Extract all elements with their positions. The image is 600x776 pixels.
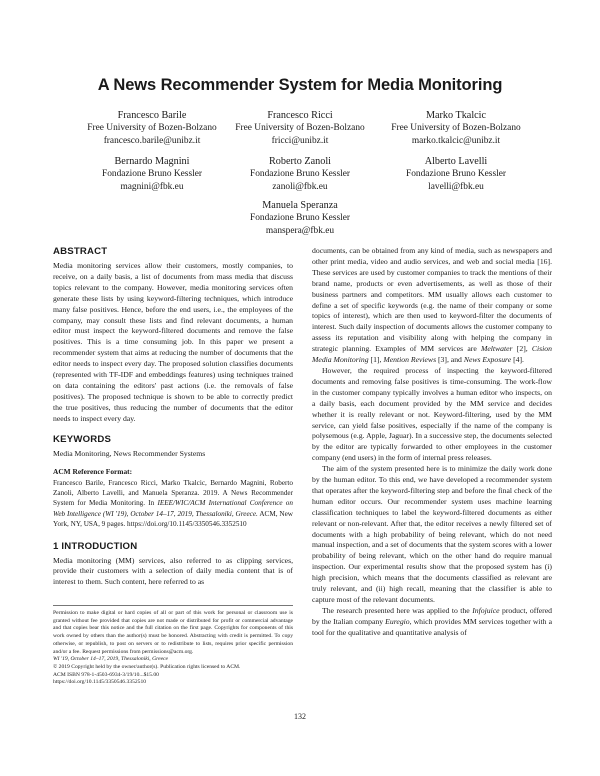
citation: [2], <box>512 344 532 354</box>
intro-paragraph: However, the required process of inspecting the keyword-filtered documents and removing false positives is time-consuming. The work-flow in the customer company typically involves a human editor who inspects, on a daily basis, each document provided by the MM service and decides whether it is really relevant or not. Keyword-filtering, used by the MM service, can yield false positives, especially if the name of the company is polysemous (e.g. Apple, Jaguar). In a successive step, the documents selected by the editor are typically forwarded to other employees in the customer company (end users) in the form of internal press releases. <box>312 365 552 463</box>
author-name: Roberto Zanoli <box>269 156 331 167</box>
author-name: Francesco Barile <box>117 110 187 121</box>
paragraph-text: product, offered by the Italian company <box>312 605 552 626</box>
author-email: zanoli@fbk.eu <box>272 181 328 192</box>
reference-text: Francesco Barile, Francesco Ricci, Marko Tkalcic, Bernardo Magnini, Roberto Zanoli, Alberto Lavelli, and Manuela Speranza. 2019. A News Recommender System for Media Monitoring. In <box>53 478 293 508</box>
permission-notice: Permission to make digital or hard copies of all or part of this work for personal or classroom use is granted without fee provided that copies are not made or distributed for profit or commercial advantage and that copies bear this notice and the full citation on the first page. Copyrights for components of this work owned by others than the author(s) must be honored. Abstracting with credit is permitted. To copy otherwise, or republish, to post on servers or to redistribute to lists, requires prior specific permission and/or a fee. Request permissions from permissions@acm.org. <box>53 610 293 655</box>
isbn-line: ACM ISBN 978-1-4503-6934-3/19/10...$15.00 <box>53 671 159 678</box>
author-email: manspera@fbk.eu <box>265 225 335 236</box>
author-email: marko.tkalcic@unibz.it <box>411 135 501 146</box>
page-number: 132 <box>294 712 306 721</box>
author-affiliation: Fondazione Bruno Kessler <box>250 213 350 224</box>
acm-reference-heading: ACM Reference Format: <box>53 466 133 476</box>
introduction-heading: 1 INTRODUCTION <box>53 540 138 552</box>
abstract-text: Media monitoring services allow their customers, mostly companies, to receive, on a daily basis, a list of documents from mass media that discuss topics relevant to the company. However, media monitoring services often generate these lists by using keyword-filtering techniques, which introduce many false positives. Hence, before the end users, i.e., the employees of the company, may consult these lists and find relevant documents, a human editor must inspect the keyword-filtered documents and remove the false positives. This is a time consuming job. In this paper we present a recommender system that aims at reducing the number of documents that the editor needs to inspect every day. The proposed solution classifies documents (represented with TF-IDF and embeddings features) using techniques trained on data containing the editors' past actions (i.e. the removals of false positives). The proposed technique is shown to be able to correctly predict the true positives, thus reducing the number of documents that the editor needs to inspect every day. <box>53 261 293 423</box>
conference-name: WI '19, October 14–17, 2019, Thessaloniki, Greece <box>53 656 169 663</box>
doi-line: https://doi.org/10.1145/3350546.3352510 <box>53 679 147 686</box>
right-column <box>312 246 552 639</box>
author-name: Alberto Lavelli <box>424 156 488 167</box>
paragraph-text: documents, can be obtained from any kind of media, such as newspapers and other print media, video and audio services, and web and social media [16]. These services are used by customer companies to track the mentions of their brand name, products or even advertisements, as well as those of their business partners and competitors. MM usually allows each customer to define a set of specific keywords (e.g. the name of their company or some topics of interest), which are then used to keyword-filter the documents of interest. Such daily inspection of documents allows the customer company to assess its reputation and visibility along with helping the company in strategic planning. Examples of MM services are <box>312 246 552 354</box>
copyright-line: © 2019 Copyright held by the owner/author(s). Publication rights licensed to ACM. <box>53 663 241 670</box>
author-email: magnini@fbk.eu <box>120 181 184 192</box>
paragraph-text: , which provides MM services together with a tool for the qualitative and quantitative analysis of <box>312 616 552 637</box>
author-block <box>356 110 556 147</box>
intro-paragraph: The aim of the system presented here is to minimize the daily work done by the human editor. To this end, we have developed a recommender system that operates after the keyword-filtering step and before the final check of the human editor occurs. Our recommender system uses machine learning classification techniques to label the keyword-filtered documents as either relevant or non-relevant. After that, the editor receives a newly filtered set of documents with a high probability of being relevant, which do not need manual inspection, and a set of documents that the system scores with a lower probability of being relevant, which on the other hand do require manual inspection. Our experimental results show that the proposed system has (i) high precision, which means that the documents classified as relevant are truly relevant, and (ii) high recall, meaning that the classifier is able to capture most of the relevant documents. <box>312 464 552 604</box>
citation: [4]. <box>511 355 524 365</box>
author-affiliation: Free University of Bozen-Bolzano <box>391 123 521 134</box>
author-name: Francesco Ricci <box>267 110 333 121</box>
author-affiliation: Free University of Bozen-Bolzano <box>87 123 217 134</box>
acm-reference <box>53 467 293 530</box>
author-name: Marko Tkalcic <box>425 110 487 121</box>
copyright-footnote <box>53 605 293 687</box>
author-email: lavelli@fbk.eu <box>428 181 484 192</box>
author-affiliation: Fondazione Bruno Kessler <box>406 169 506 180</box>
author-affiliation: Fondazione Bruno Kessler <box>102 169 202 180</box>
service-name: Meltwater <box>480 344 513 354</box>
reference-venue: IEEE/WIC/ACM International Conference on Web Intelligence (WI '19), October 14–17, 2019, Thessaloniki, Greece. <box>53 499 293 518</box>
citation: [1], <box>368 355 384 365</box>
intro-paragraph <box>312 246 552 366</box>
author-block <box>356 156 556 193</box>
conference-line <box>53 656 293 664</box>
paragraph-text: The research presented here was applied to the <box>322 605 473 615</box>
abstract-heading: ABSTRACT <box>53 246 108 257</box>
acm-reference-text <box>53 478 293 530</box>
reference-text: ACM, New York, NY, USA, 9 pages. https://doi.org/10.1145/3350546.3352510 <box>53 509 293 529</box>
service-name: Cision Media Monitoring <box>312 344 552 365</box>
service-name: News Exposure <box>463 355 512 365</box>
author-name: Manuela Speranza <box>262 200 338 211</box>
product-name: Infojuice <box>472 605 500 615</box>
service-name: Mention Reviews <box>383 355 437 365</box>
author-affiliation: Fondazione Bruno Kessler <box>250 169 350 180</box>
author-block <box>200 200 400 237</box>
author-name: Bernardo Magnini <box>114 156 190 167</box>
paper-title: A News Recommender System for Media Monitoring <box>97 76 503 94</box>
author-email: francesco.barile@unibz.it <box>103 135 201 146</box>
intro-paragraph: Media monitoring (MM) services, also referred to as clipping services, provide their customers with a selection of daily media content that is of interest to them. Such content, here referred to as <box>53 555 293 587</box>
author-affiliation: Free University of Bozen-Bolzano <box>235 123 365 134</box>
company-name: Euregio <box>385 616 410 626</box>
keywords-text: Media Monitoring, News Recommender Systems <box>53 448 206 458</box>
left-column <box>53 246 293 588</box>
keywords-heading: KEYWORDS <box>53 433 112 445</box>
author-email: fricci@unibz.it <box>271 135 329 146</box>
intro-paragraph <box>312 606 552 639</box>
citation: [3], and <box>436 355 464 365</box>
